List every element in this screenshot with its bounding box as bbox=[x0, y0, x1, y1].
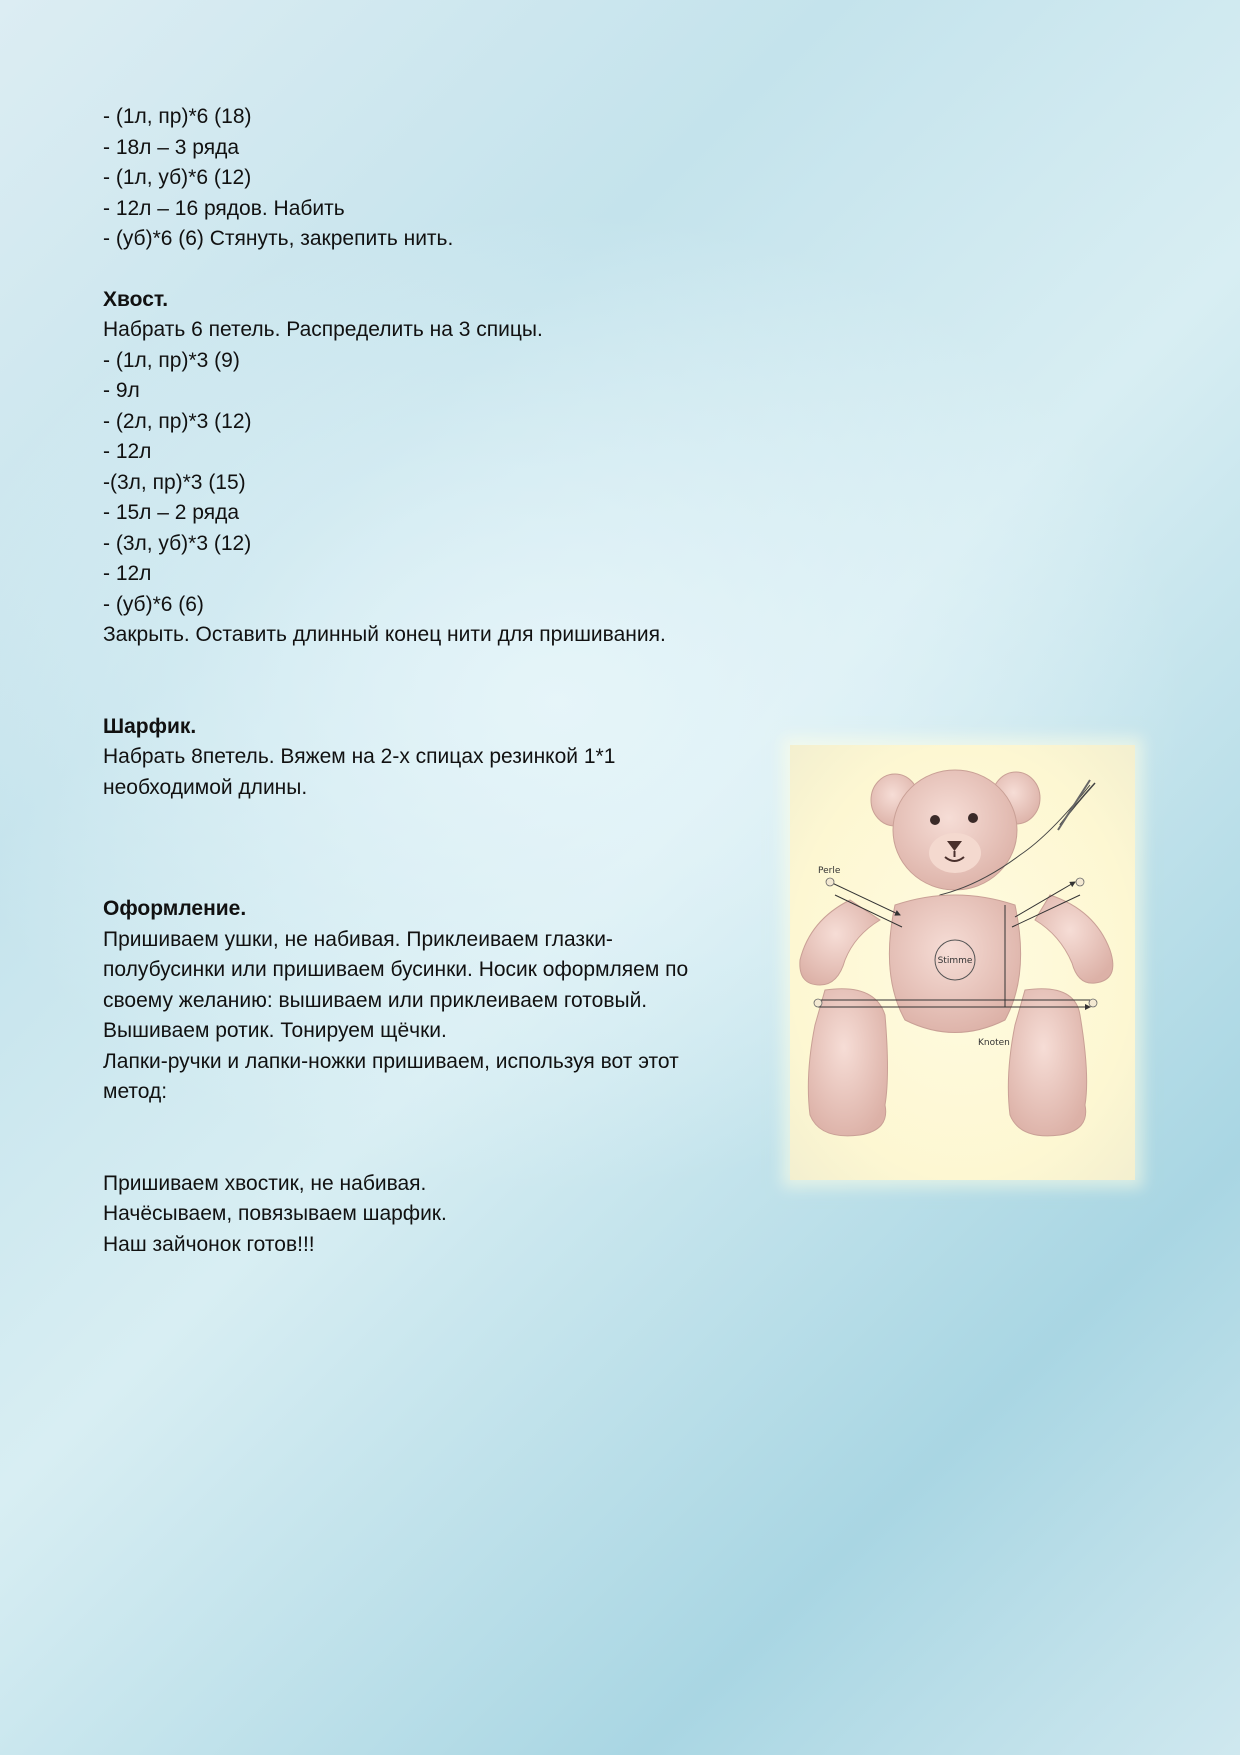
teddy-bear-illustration bbox=[790, 745, 1135, 1180]
finishing-section bbox=[103, 894, 783, 1108]
left-eye bbox=[930, 815, 940, 825]
instruction-line: метод: bbox=[103, 1080, 168, 1103]
ending-section bbox=[103, 1169, 783, 1261]
teddy-joint-diagram bbox=[790, 745, 1135, 1180]
section-heading: Хвост. bbox=[103, 287, 169, 311]
bead-left-arm bbox=[826, 878, 834, 886]
bead-right-leg bbox=[1089, 999, 1097, 1007]
instruction-line: - 12л bbox=[103, 440, 152, 463]
instruction-line: - (3л, уб)*3 (12) bbox=[103, 531, 252, 555]
instruction-line: полубусинки или пришиваем бусинки. Носик оформляем по bbox=[103, 958, 689, 981]
instruction-line: - (1л, пр)*6 (18) bbox=[103, 105, 252, 128]
body-rows-section bbox=[103, 102, 783, 255]
right-leg bbox=[1008, 989, 1086, 1136]
instruction-line: - (уб)*6 (6) Стянуть, закрепить нить. bbox=[103, 227, 454, 250]
instruction-line: Лапки-ручки и лапки-ножки пришиваем, используя вот этот bbox=[103, 1049, 679, 1073]
instruction-line: Вышиваем ротик. Тонируем щёчки. bbox=[103, 1019, 447, 1042]
bead-left-leg bbox=[814, 999, 822, 1007]
section-heading: Шарфик. bbox=[103, 714, 197, 738]
perle-label: Perle bbox=[818, 866, 841, 876]
instruction-line: - (1л, пр)*3 (9) bbox=[103, 348, 240, 372]
instruction-line: необходимой длины. bbox=[103, 775, 308, 799]
instruction-line: - 9л bbox=[103, 379, 140, 402]
stimme-label: Stimme bbox=[937, 956, 973, 966]
document-text bbox=[103, 102, 783, 1260]
instruction-line: - (уб)*6 (6) bbox=[103, 592, 204, 616]
right-eye bbox=[968, 813, 978, 823]
instruction-line: Наш зайчонок готов!!! bbox=[103, 1232, 315, 1256]
knoten-label: Knoten bbox=[978, 1038, 1010, 1048]
scarf-section bbox=[103, 712, 783, 804]
instruction-line: Пришиваем ушки, не набивая. Приклеиваем глазки- bbox=[103, 927, 613, 951]
instruction-line: - 12л bbox=[103, 562, 152, 585]
instruction-line: - (1л, уб)*6 (12) bbox=[103, 166, 252, 189]
instruction-line: Начёсываем, повязываем шарфик. bbox=[103, 1202, 447, 1225]
left-leg bbox=[808, 989, 887, 1136]
right-arm bbox=[1035, 895, 1113, 983]
instruction-line: Закрыть. Оставить длинный конец нити для пришивания. bbox=[103, 623, 666, 646]
instruction-line: - 15л – 2 ряда bbox=[103, 501, 240, 524]
instruction-line: -(3л, пр)*3 (15) bbox=[103, 470, 246, 494]
instruction-line: Пришиваем хвостик, не набивая. bbox=[103, 1171, 427, 1195]
instruction-line: своему желанию: вышиваем или приклеиваем готовый. bbox=[103, 988, 648, 1012]
instruction-line: - (2л, пр)*3 (12) bbox=[103, 409, 252, 433]
instruction-line: Набрать 6 петель. Распределить на 3 спицы. bbox=[103, 318, 543, 341]
instruction-line: - 12л – 16 рядов. Набить bbox=[103, 196, 345, 220]
left-arm bbox=[800, 900, 880, 985]
instruction-line: Набрать 8петель. Вяжем на 2-х спицах резинкой 1*1 bbox=[103, 745, 616, 768]
instruction-line: - 18л – 3 ряда bbox=[103, 135, 240, 159]
tail-section bbox=[103, 285, 783, 651]
section-heading: Оформление. bbox=[103, 897, 247, 920]
bead-right-arm bbox=[1076, 878, 1084, 886]
